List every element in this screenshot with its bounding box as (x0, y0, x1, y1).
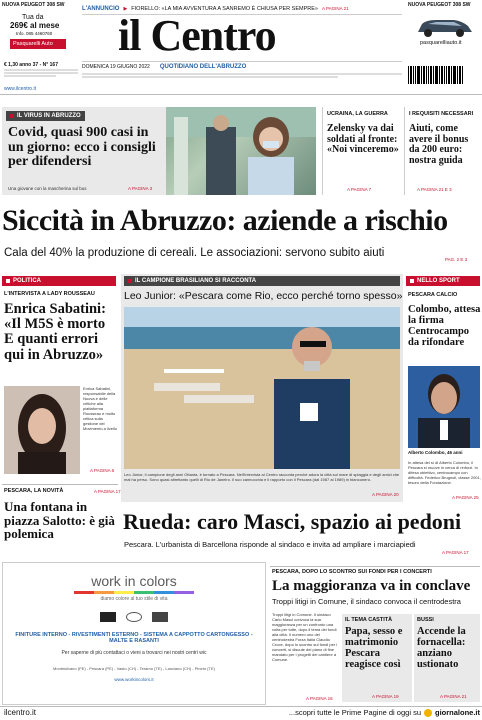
main-subhead: Cala del 40% la produzione di cereali. Le associazioni: servono subito aiuti (4, 247, 385, 259)
footer-divider (0, 706, 482, 707)
ukraine-box[interactable] (322, 107, 400, 195)
annuncio-text: FIORELLO: «LA MIA AVVENTURA A SANREMO È CHIUSA PER SEMPRE» (131, 5, 318, 12)
barcode (408, 60, 478, 84)
tema-page: A PAGINA 19 (372, 694, 399, 699)
fontana-kicker: PESCARA, LA NOVITÀ (4, 488, 64, 494)
legal-fine-print (82, 72, 402, 78)
header-divider (0, 94, 482, 95)
footer-brand: giornalone.it (435, 708, 480, 717)
bonus-label: I REQUISITI NECESSARI (409, 111, 474, 117)
rueda-page: A PAGINA 17 (442, 550, 469, 555)
covid-label-text: IL VIRUS IN ABRUZZO (17, 113, 81, 119)
wic-footer: Montesilvano (PE) - Pescara (PE) - Vasto (CH) - Teramo (TE) - Lanciano (CH) - Pineto (TE) (53, 666, 215, 671)
car-icon (414, 14, 474, 38)
footer-left[interactable]: ilcentro.it (4, 708, 37, 717)
sport-headline[interactable]: Colombo, attesa la firma Centrocampo da rifondare (408, 304, 481, 349)
politica-section (2, 276, 116, 286)
price-line: € 1,30 anno 37 - N° 167 (4, 62, 58, 68)
wic-website[interactable]: www.workincolors.it (114, 677, 154, 682)
wic-cta: Per saperne di più contattaci o vieni a trovarci nei nostri centri wic (61, 650, 207, 656)
promo-left[interactable] (2, 2, 72, 58)
wic-services: FINITURE INTERNO - RIVESTIMENTI ESTERNO - SISTEMA A CAPPOTTO CARTONGESSO - MALTE E RASANTI (15, 632, 253, 644)
leo-section (124, 276, 400, 286)
masthead: il Centro (118, 11, 276, 60)
covid-headline[interactable]: Covid, quasi 900 casi in un giorno: ecco i consigli per difendersi (8, 125, 156, 170)
masthead-subtitle: QUOTIDIANO DELL'ABRUZZO (159, 63, 247, 70)
promo-left-title: NUOVA PEUGEOT 308 SW (2, 2, 65, 8)
politica-page: A PAGINA 6 (90, 468, 115, 473)
promo-right[interactable] (408, 2, 480, 58)
leo-section-text: IL CAMPIONE BRASILIANO SI RACCONTA (135, 278, 257, 284)
ukraine-label: UCRAINA, LA GUERRA (327, 111, 388, 117)
colombo-photo (408, 366, 480, 448)
maggioranza-page: A PAGINA 16 (306, 696, 333, 701)
ukraine-headline: Zelensky va dai soldati al fronte: «Noi vinceremo» (327, 123, 399, 155)
partner-logo-icon (100, 612, 116, 622)
square-icon (6, 279, 10, 283)
site-url[interactable]: www.ilcentro.it (4, 86, 36, 92)
politica-kicker: L'INTERVISTA A LADY ROUSSEAU (4, 291, 95, 297)
rueda-subhead: Pescara. L'urbanista di Barcellona risponde al sindaco e invita ad ampliare i marciapiedi (124, 540, 416, 549)
maggioranza-subhead: Troppi litigi in Comune, il sindaco convoca il centrodestra (272, 597, 461, 606)
leo-page: A PAGINA 20 (372, 492, 399, 497)
leo-caption: Leo Júnior, il campione degli anni Ottanta, è tornato a Pescara. Nell'intervista al Centro racconta perché adora la città sul mare di spiaggia e degli amici che mai ha perso. Sono quasi altrettanto quelli di Rio de Janeiro. Il suo cannocchia e il rapporto con il Pescara (dal 1987 al 1989) in bianconero. (124, 472, 400, 482)
politica-headline[interactable]: Enrica Sabatini: «Il M5S è morto E quanti errori qui in Abruzzo» (4, 301, 106, 363)
leo-headline: Leo Junior: «Pescara come Rio, ecco perché torno spesso» (124, 290, 403, 302)
tema-box[interactable] (342, 614, 412, 702)
wic-color-bar (74, 591, 194, 594)
promo-left-line1: Tua da (22, 14, 44, 21)
rueda-headline[interactable]: Rueda: caro Masci, spazio ai pedoni (123, 509, 462, 534)
bonus-page: A PAGINA 21 E 3 (417, 187, 452, 192)
promo-right-title: NUOVA PEUGEOT 308 SW (408, 2, 471, 8)
square-icon (10, 114, 14, 118)
fontana-page: A PAGINA 17 (94, 489, 121, 494)
covid-page: A PAGINA 3 (128, 186, 153, 191)
covid-photo (166, 107, 316, 195)
main-page: PAG. 2 E 3 (445, 257, 468, 262)
leo-photo (124, 307, 400, 469)
sport-section-text: NELLO SPORT (417, 278, 460, 284)
wic-brand-text: work in colors (91, 573, 177, 589)
politica-divider (2, 484, 118, 485)
annuncio-label: L'ANNUNCIO (82, 5, 120, 12)
giornalone-logo-icon (424, 709, 432, 717)
fontana-headline[interactable]: Una fontana in piazza Salotto: è già polemica (4, 499, 115, 542)
sabatini-photo (4, 386, 80, 474)
maggioranza-headline[interactable]: La maggioranza va in conclave (272, 578, 471, 594)
politica-section-text: POLITICA (13, 278, 41, 284)
sport-body: In attesa del sì di Alberto Colombo, il Pescara si muove in cerca di rinforzi. In difesa obiettivo, centrocampo con difficoltà. Federico Brugnoli, classe 2001, tesoro della Fondazione. (408, 460, 481, 485)
footer-right-text: ...scopri tutte le Prime Pagine di oggi su (288, 708, 421, 717)
bonus-headline: Aiuti, come avere il bonus da 200 euro: nostra guida (409, 123, 469, 166)
main-headline[interactable]: Siccità in Abruzzo: aziende a rischio (2, 204, 448, 237)
annuncio-page: A PAGINA 21 (321, 6, 349, 11)
covid-kicker: Una giovane con la mascherina sul bus (8, 186, 87, 191)
bussi-label: BUSSI (417, 617, 434, 623)
wic-tagline: diamo colore al tuo stile di vita (100, 596, 168, 602)
sport-section (406, 276, 480, 286)
play-icon: ▶ (123, 6, 128, 12)
tema-headline: Papa, sesso e matrimonio Pescara reagisce così (345, 626, 403, 671)
date: DOMENICA 19 GIUGNO 2022 (82, 63, 150, 70)
ukraine-page: A PAGINA 7 (347, 187, 372, 192)
maggioranza-body: Troppi litigi in Comune. Il sindaco Carlo Masci convoca la sua maggioranza per un confronto una volta per tutte, dopo il tema dei fondi alla città. Il numero uno del centrodestra Forza Italia Claudio Croce, dopo lo scontro sui fondi per i concerti, si discute del piano di fine mandato per i progetti del cantiere a Comune. (272, 612, 338, 662)
square-icon (410, 279, 414, 283)
promo-left-info: Info. 085 4460760 (16, 31, 53, 36)
square-icon (128, 279, 132, 283)
tema-label: IL TEMA CASTITÀ (345, 617, 393, 623)
partner-logo-icon (126, 612, 142, 622)
colombo-caption: Alberto Colombo, 46 anni (408, 450, 463, 455)
wic-ad[interactable] (2, 562, 266, 705)
bussi-headline: Accende la fornacella: anziano ustionato (417, 626, 466, 671)
promo-right-url: pasquarelliauto.it (420, 40, 462, 46)
bussi-box[interactable] (414, 614, 480, 702)
footer-right[interactable] (230, 708, 480, 717)
covid-label (6, 111, 85, 121)
bussi-page: A PAGINA 21 (440, 694, 467, 699)
politica-caption: Enrica Sabatini, responsabile della Nuova e delle critiche alla piattaforma Rousseau e molto critica sulla gestione del Movimento a livello (83, 386, 118, 431)
promo-left-price: 269€ al mese (10, 21, 60, 30)
wic-logos (3, 612, 265, 622)
bonus-box[interactable] (404, 107, 480, 195)
promo-left-dealer: Pasquarelli Auto (10, 39, 66, 49)
bus-passenger-illustration (166, 107, 316, 195)
sport-page: A PAGINA 25 (452, 495, 479, 500)
price-fine-print (4, 69, 78, 79)
wic-ad-brand (3, 573, 265, 589)
maggioranza-divider (270, 566, 480, 567)
sport-kicker: PESCARA CALCIO (408, 292, 458, 298)
date-line (82, 61, 402, 71)
partner-logo-icon (152, 612, 168, 622)
maggioranza-kicker: PESCARA, DOPO LO SCONTRO SUI FONDI PER I CONCERTI (272, 569, 432, 575)
